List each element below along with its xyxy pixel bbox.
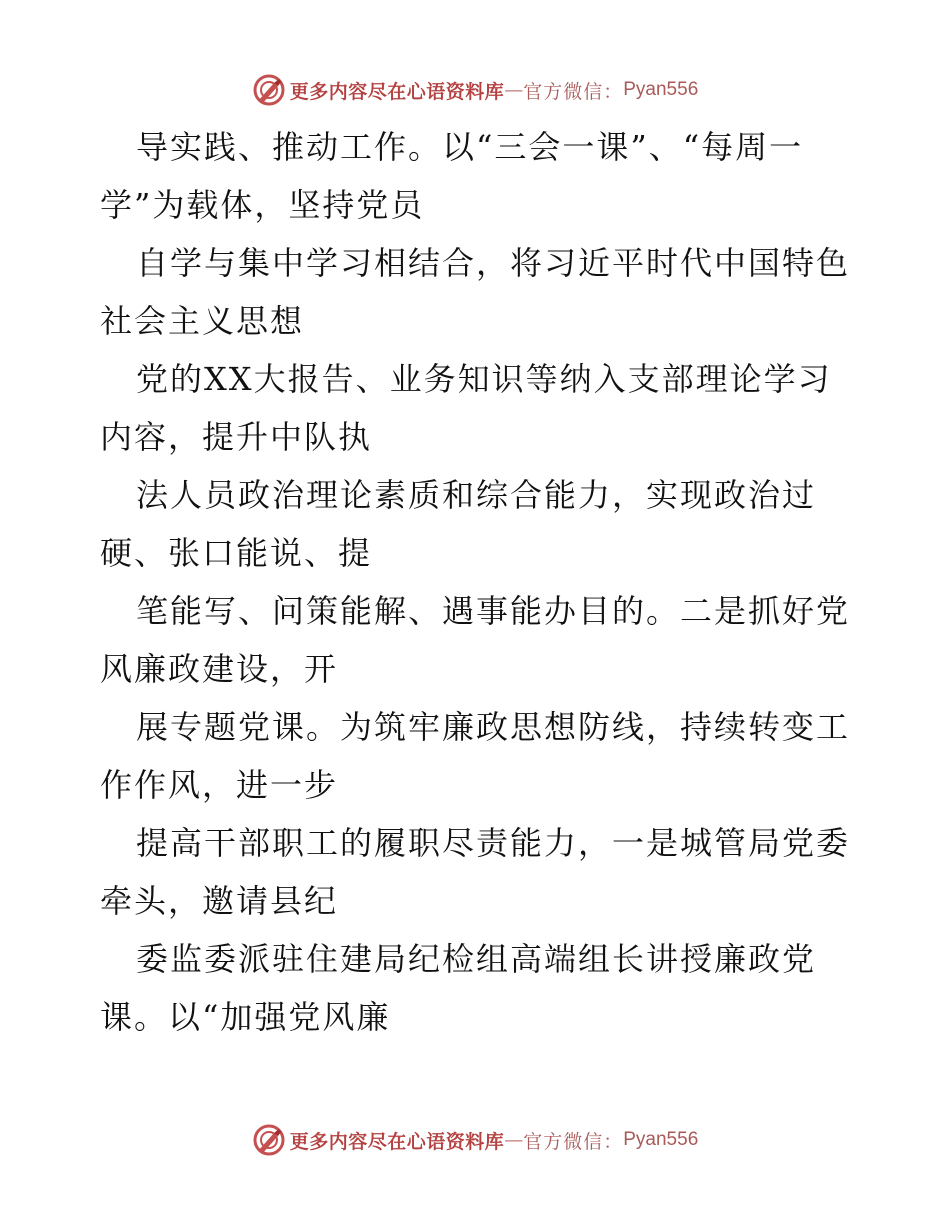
banner-dash: — xyxy=(504,79,524,101)
text-line: 牵头，邀请县纪 xyxy=(100,882,339,920)
text-line: 风廉政建设，开 xyxy=(100,650,339,688)
text-line: 导实践、推动工作。以“三会一课”、“每周一 xyxy=(136,128,804,166)
pen-logo-icon xyxy=(252,1123,286,1157)
text-line: 笔能写、问策能解、遇事能办目的。二是抓好党 xyxy=(136,592,851,630)
text-line: 社会主义思想 xyxy=(100,302,305,340)
text-line: 内容，提升中队执 xyxy=(100,418,373,456)
banner-text: 更多内容尽在心语资料库 xyxy=(289,1130,505,1153)
text-line: 硬、张口能说、提 xyxy=(100,534,373,572)
text-line: 作作风，进一步 xyxy=(100,766,339,804)
text-line: 学”为载体，坚持党员 xyxy=(100,186,425,224)
banner-dash: — xyxy=(504,1129,524,1151)
text-line: 展专题党课。为筑牢廉政思想防线，持续转变工 xyxy=(136,708,851,746)
text-line: 委监委派驻住建局纪检组高端组长讲授廉政党 xyxy=(136,940,817,978)
banner-text: 更多内容尽在心语资料库 xyxy=(289,80,505,103)
text-line: 课。以“加强党风廉 xyxy=(100,998,391,1036)
wechat-label: 官方微信： xyxy=(523,80,624,103)
wechat-id: Pyan556 xyxy=(623,79,699,100)
wechat-id: Pyan556 xyxy=(623,1129,699,1150)
header-banner xyxy=(0,70,950,110)
text-line: 提高干部职工的履职尽责能力，一是城管局党委 xyxy=(136,824,851,862)
pen-logo-icon xyxy=(252,73,286,107)
document-body xyxy=(100,118,860,1046)
text-line: 自学与集中学习相结合，将习近平时代中国特色 xyxy=(136,244,851,282)
footer-banner xyxy=(0,1120,950,1160)
wechat-label: 官方微信： xyxy=(523,1130,624,1153)
text-line: 法人员政治理论素质和综合能力，实现政治过 xyxy=(136,476,817,514)
text-line: 党的XX大报告、业务知识等纳入支部理论学习 xyxy=(136,360,832,398)
